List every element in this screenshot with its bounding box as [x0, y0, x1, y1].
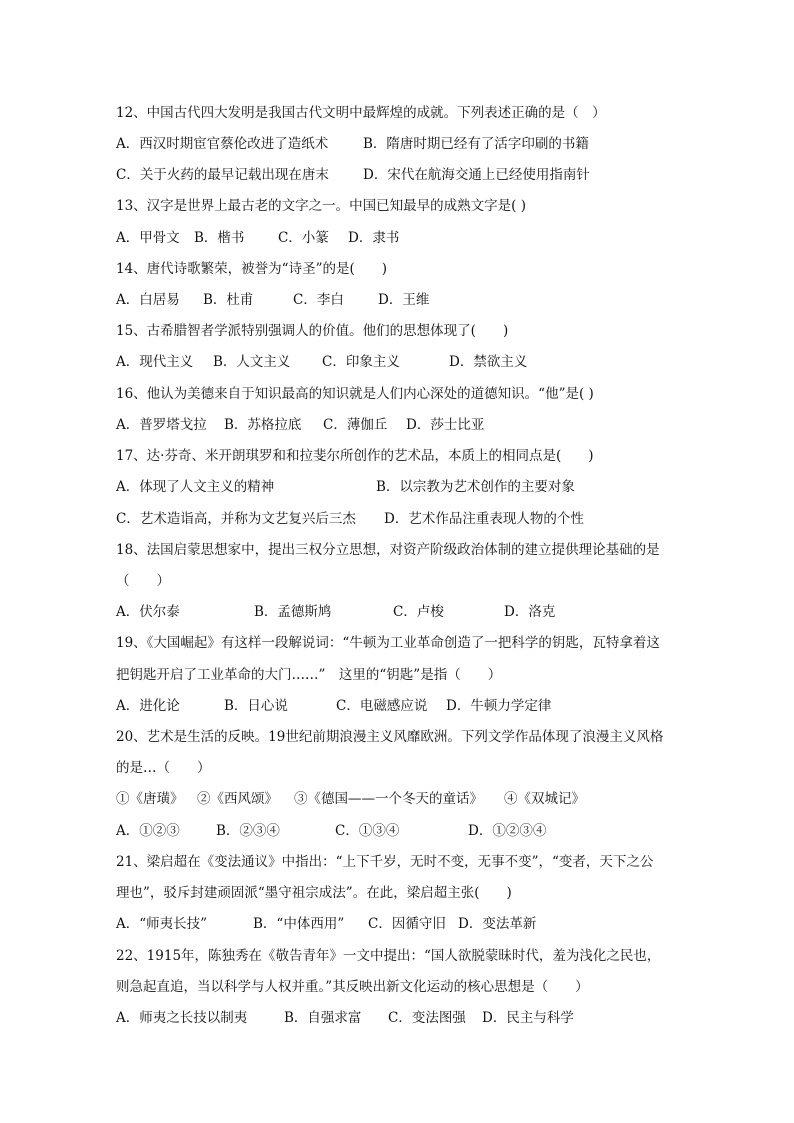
question-18-stem-line-1: 18、法国启蒙思想家中，提出三权分立思想，对资产阶级政治体制的建立提供理论基础的是	[116, 542, 660, 558]
question-18-option-d: D．洛克	[504, 604, 556, 620]
question-21-stem-line-2: 理也”，驳斥封建顽固派“墨守祖宗成法”。在此，梁启超主张( )	[116, 885, 512, 901]
question-21-option-b: B．“中体西用”	[253, 916, 345, 932]
question-22-option-d: D．民主与科学	[482, 1010, 574, 1026]
question-19-option-c: C．电磁感应说	[336, 698, 428, 714]
question-14-option-c: C．李白	[293, 292, 344, 308]
question-20-item-3: ③《德国——一个冬天的童话》	[294, 791, 483, 807]
question-13-option-d: D．隶书	[348, 230, 400, 246]
question-21-option-c: C．因循守旧	[368, 916, 446, 932]
question-20-item-4: ④《双城记》	[504, 791, 585, 807]
question-20-stem-line-2: 的是…（ ）	[116, 760, 211, 776]
question-18-option-a: A．伏尔泰	[116, 604, 180, 620]
question-20-option-b: B．②③④	[216, 823, 280, 839]
question-16-option-c: C．薄伽丘	[323, 417, 388, 433]
question-18-option-b: B．孟德斯鸠	[254, 604, 332, 620]
question-13-stem: 13、汉字是世界上最古老的文字之一。中国已知最早的成熟文字是( )	[116, 198, 527, 214]
question-22-option-a: A．师夷之长技以制夷	[116, 1010, 248, 1026]
question-21-stem-line-1: 21、梁启超在《变法通议》中指出：“上下千岁，无时不变，无事不变”，“变者，天下之公	[116, 854, 654, 870]
question-14-stem: 14、唐代诗歌繁荣，被誉为“诗圣”的是( )	[116, 261, 388, 277]
question-12-option-b: B．隋唐时期已经有了活字印刷的书籍	[363, 136, 589, 152]
question-17-option-d: D．艺术作品注重表现人物的个性	[384, 511, 584, 527]
question-16-stem: 16、他认为美德来自于知识最高的知识就是人们内心深处的道德知识。“他”是( )	[116, 386, 594, 402]
question-15-stem: 15、古希腊智者学派特别强调人的价值。他们的思想体现了( )	[116, 323, 509, 339]
question-19-stem-line-2: 把钥匙开启了工业革命的大门……” 这里的“钥匙”是指（ ）	[116, 667, 502, 683]
question-19-option-b: B．日心说	[224, 698, 288, 714]
question-18-stem-line-2: （ ）	[116, 573, 170, 589]
question-20-stem-line-1: 20、艺术是生活的反映。19世纪前期浪漫主义风靡欧洲。下列文学作品体现了浪漫主义风格	[116, 729, 664, 745]
question-22-stem-line-2: 则急起直追，当以科学与人权并重。”其反映出新文化运动的核心思想是（ ）	[116, 979, 589, 995]
question-20-item-1: ①《唐璜》	[116, 791, 184, 807]
question-20-option-c: C．①③④	[335, 823, 400, 839]
question-13-option-b: B．楷书	[194, 230, 245, 246]
question-12-option-d: D．宋代在航海交通上已经使用指南针	[363, 167, 590, 183]
question-22-stem-line-1: 22、1915年，陈独秀在《敬告青年》一文中提出：“国人欲脱蒙昧时代，羞为浅化之民也，	[116, 948, 661, 964]
question-19-stem-line-1: 19、《大国崛起》有这样一段解说词：“牛顿为工业革命创造了一把科学的钥匙，瓦特拿着这	[116, 635, 660, 651]
question-20-item-2: ②《西风颂》	[197, 791, 278, 807]
question-15-option-d: D．禁欲主义	[449, 354, 528, 370]
question-13-option-a: A．甲骨文	[116, 230, 180, 246]
question-15-option-b: B．人文主义	[213, 354, 291, 370]
question-18-option-c: C．卢梭	[393, 604, 444, 620]
question-19-option-d: D．牛顿力学定律	[446, 698, 552, 714]
question-16-option-b: B．苏格拉底	[224, 417, 302, 433]
question-17-option-b: B．以宗教为艺术创作的主要对象	[376, 479, 575, 495]
question-12-stem: 12、中国古代四大发明是我国古代文明中最辉煌的成就。下列表述正确的是（ ）	[116, 105, 606, 121]
question-16-option-a: A．普罗塔戈拉	[116, 417, 207, 433]
question-17-stem: 17、达·芬奇、米开朗琪罗和和拉斐尔所创作的艺术品，本质上的相同点是( )	[116, 448, 594, 464]
question-14-option-b: B．杜甫	[203, 292, 254, 308]
question-19-option-a: A．进化论	[116, 698, 180, 714]
question-12-option-c: C．关于火药的最早记载出现在唐末	[116, 167, 329, 183]
question-20-option-a: A．①②③	[116, 823, 180, 839]
question-14-option-a: A．白居易	[116, 292, 180, 308]
question-22-option-b: B．自强求富	[284, 1010, 362, 1026]
question-22-option-c: C．变法图强	[388, 1010, 466, 1026]
question-17-option-c: C．艺术造诣高，并称为文艺复兴后三杰	[116, 511, 356, 527]
question-13-option-c: C．小篆	[278, 230, 329, 246]
question-21-option-a: A．“师夷长技”	[116, 916, 208, 932]
question-16-option-d: D．莎士比亚	[406, 417, 485, 433]
question-14-option-d: D．王维	[378, 292, 430, 308]
question-15-option-c: C．印象主义	[322, 354, 400, 370]
question-21-option-d: D．变法革新	[458, 916, 537, 932]
question-15-option-a: A．现代主义	[116, 354, 194, 370]
question-20-option-d: D．①②③④	[468, 823, 547, 839]
question-17-option-a: A．体现了人文主义的精神	[116, 479, 275, 495]
question-12-option-a: A．西汉时期宦官蔡伦改进了造纸术	[116, 136, 329, 152]
